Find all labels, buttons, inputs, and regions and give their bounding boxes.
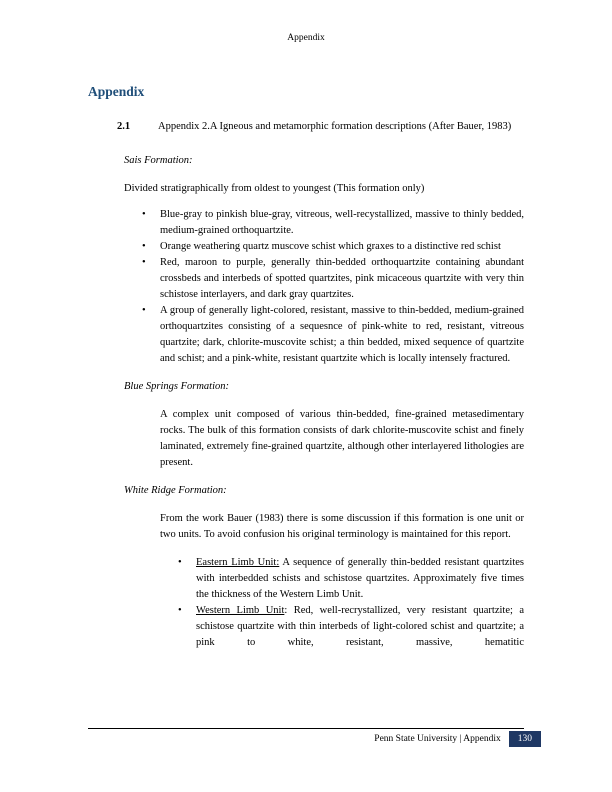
blue-springs-paragraph: A complex unit composed of various thin-bedded, fine-grained metasedimentary rocks. The bulk of this formation consists of dark chlorite-muscovite schist and finely laminated, extremely fine-grained quartzite, although other interlayered lithologies are present.: [160, 409, 524, 468]
eastern-limb-label: Eastern Limb Unit:: [196, 557, 280, 568]
appendix-heading: Appendix: [88, 84, 145, 99]
footer-text: Penn State University | Appendix: [374, 734, 501, 744]
section-title: Appendix 2.A Igneous and metamorphic formation descriptions (After Bauer, 1983): [158, 121, 512, 132]
list-item: [124, 603, 524, 651]
page-footer: [88, 728, 532, 747]
sais-intro: Divided stratigraphically from oldest to youngest (This formation only): [124, 183, 425, 194]
white-ridge-paragraph: From the work Bauer (1983) there is some discussion if this formation is one unit or two units. To avoid confusion his original terminology is maintained for this report.: [160, 513, 524, 540]
section-heading: [88, 116, 524, 137]
blue-springs-formation-title: Blue Springs Formation:: [124, 381, 229, 392]
list-item: • Red, maroon to purple, generally thin-bedded orthoquartzite containing abundant crossbeds and interbeds of spotted quartzites, pink micaceous quartzite with very thin schistose interlayers, and dark gray quartzites.: [124, 255, 524, 303]
sais-formation-title: Sais Formation:: [124, 155, 193, 166]
sais-bullet-list: [124, 207, 524, 367]
footer-row: [88, 731, 532, 747]
western-limb-text: : Red, well-recrystallized, very resistant quartzite; a schistose quartzite with thin interbeds of light-colored schist and quartzite; a pink to white, resistant, massive, hematitic: [196, 605, 524, 648]
western-limb-label: Western Limb Unit: [196, 605, 285, 616]
footer-rule: [88, 728, 524, 729]
running-header: Appendix: [287, 33, 325, 43]
page-number-badge: 130: [509, 731, 541, 747]
white-ridge-formation-title: White Ridge Formation:: [124, 485, 227, 496]
eastern-limb-text: A sequence of generally thin-bedded resistant quartzites with interbedded schists and schistose quartzites. Approximately five times the thickness of the Western Limb Unit.: [196, 557, 524, 600]
list-item: • Orange weathering quartz muscove schist which graxes to a distinctive red schist: [124, 239, 524, 255]
white-ridge-bullet-list: [124, 555, 524, 651]
list-item: • Blue-gray to pinkish blue-gray, vitreous, well-recystallized, massive to thinly bedded, medium-grained orthoquartzite.: [124, 207, 524, 239]
section-number: 2.1: [117, 121, 131, 132]
list-item: [124, 555, 524, 603]
list-item: • A group of generally light-colored, resistant, massive to thin-bedded, medium-grained orthoquartzites consisting of a sequesnce of pink-white to red, resistant, vitreous quartzite; dark, chlorite-muscovite schist; a thin bedded, mixed sequence of quartzite and schist; and a pink-white, resistant quartzite which is locally intensely fractured.: [124, 303, 524, 367]
document-body: [124, 153, 524, 651]
